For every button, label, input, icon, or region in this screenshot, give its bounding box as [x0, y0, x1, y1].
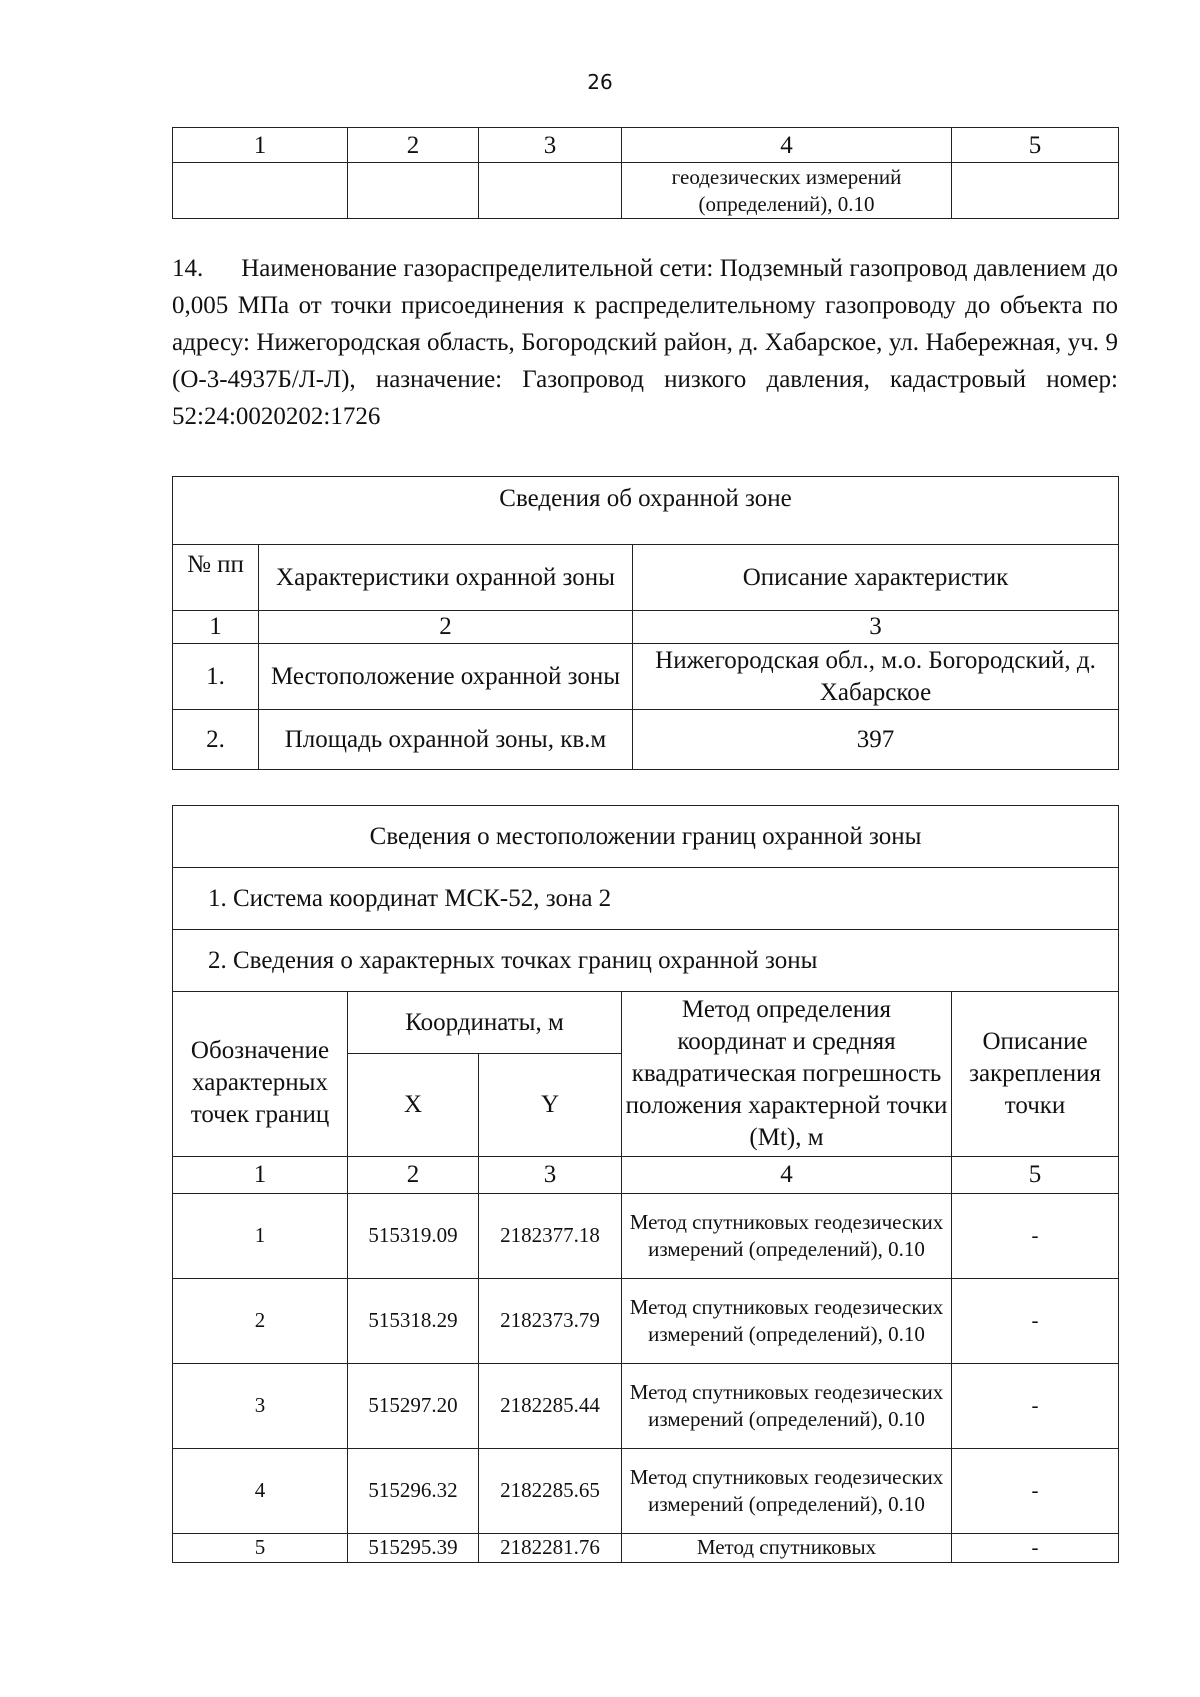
header-fixing: Описание закрепления точки — [952, 992, 1119, 1157]
index-cell: 4 — [622, 1157, 952, 1194]
point-x: 515318.29 — [348, 1279, 479, 1364]
header-cell: № пп — [173, 545, 259, 611]
table-cell: 2. — [173, 710, 259, 770]
table-cell — [952, 163, 1119, 219]
table-cell: 397 — [633, 710, 1119, 770]
table-header-row — [173, 128, 1119, 163]
header-cell: 4 — [622, 128, 952, 163]
table-cell: Местоположение охранной зоны — [259, 644, 633, 710]
header-cell: 3 — [479, 128, 622, 163]
coordinate-system: 1. Система координат МСК-52, зона 2 — [173, 868, 1119, 930]
point-y: 2182285.65 — [479, 1449, 622, 1534]
point-id: 2 — [173, 1279, 348, 1364]
point-id: 1 — [173, 1194, 348, 1279]
point-x: 515295.39 — [348, 1534, 479, 1563]
table-row — [173, 1279, 1119, 1364]
table-cell — [479, 163, 622, 219]
point-method: Метод спутниковых геодезических измерений (определений), 0.10 — [622, 1194, 952, 1279]
table-cell — [348, 163, 479, 219]
point-x: 515319.09 — [348, 1194, 479, 1279]
point-fixing: - — [952, 1449, 1119, 1534]
point-y: 2182285.44 — [479, 1364, 622, 1449]
point-method: Метод спутниковых — [622, 1534, 952, 1563]
continuation-table — [172, 127, 1119, 219]
point-y: 2182373.79 — [479, 1279, 622, 1364]
header-x: X — [348, 1054, 479, 1157]
header-method: Метод определения координат и средняя квадратическая погрешность положения характерной точки (Mt), м — [622, 992, 952, 1157]
point-method: Метод спутниковых геодезических измерений (определений), 0.10 — [622, 1449, 952, 1534]
index-cell: 5 — [952, 1157, 1119, 1194]
point-method: Метод спутниковых геодезических измерений (определений), 0.10 — [622, 1279, 952, 1364]
boundary-coordinates-table — [172, 805, 1119, 1563]
table-row — [173, 1194, 1119, 1279]
point-id: 5 — [173, 1534, 348, 1563]
point-x: 515297.20 — [348, 1364, 479, 1449]
section-paragraph — [172, 250, 1118, 435]
point-method: Метод спутниковых геодезических измерений (определений), 0.10 — [622, 1364, 952, 1449]
index-cell: 1 — [173, 1157, 348, 1194]
table-row — [173, 710, 1119, 770]
header-coordinates: Координаты, м — [348, 992, 622, 1054]
point-fixing: - — [952, 1534, 1119, 1563]
table-cell — [173, 163, 348, 219]
table-row — [173, 1449, 1119, 1534]
section-number: 14. — [172, 255, 204, 282]
table-cell: 1. — [173, 644, 259, 710]
header-cell: 1 — [173, 128, 348, 163]
header-cell: Характеристики охранной зоны — [259, 545, 633, 611]
point-fixing: - — [952, 1194, 1119, 1279]
table-cell: Нижегородская обл., м.о. Богородский, д. Хабарское — [633, 644, 1119, 710]
index-cell: 3 — [479, 1157, 622, 1194]
header-cell: Описание характеристик — [633, 545, 1119, 611]
index-cell: 2 — [348, 1157, 479, 1194]
index-cell: 3 — [633, 611, 1119, 644]
header-cell: 2 — [348, 128, 479, 163]
point-fixing: - — [952, 1364, 1119, 1449]
table-row — [173, 644, 1119, 710]
method-cell: геодезических измерений (определений), 0.10 — [622, 163, 952, 219]
table-title: Сведения об охранной зоне — [173, 477, 1119, 545]
section-text: Наименование газораспределительной сети: Подземный газопровод давлением до 0,005 МПа от точки присоединения к распределительному газопроводу до объекта по адресу: Нижегородская область, Богородский район, д. Хабарское, ул. Набережная, уч. 9 (О-3-4937Б/Л-Л), назначение: Газопровод низкого давления, кадастровый номер: 52:24:0020202:1726 — [172, 255, 1118, 430]
point-fixing: - — [952, 1279, 1119, 1364]
index-cell: 1 — [173, 611, 259, 644]
table-row — [173, 1364, 1119, 1449]
point-y: 2182281.76 — [479, 1534, 622, 1563]
table-title: Сведения о местоположении границ охранной зоны — [173, 806, 1119, 868]
table-row — [173, 163, 1119, 219]
page-number: 26 — [587, 70, 613, 94]
points-title: 2. Сведения о характерных точках границ охранной зоны — [173, 930, 1119, 992]
header-y: Y — [479, 1054, 622, 1157]
point-x: 515296.32 — [348, 1449, 479, 1534]
index-cell: 2 — [259, 611, 633, 644]
point-y: 2182377.18 — [479, 1194, 622, 1279]
header-cell: 5 — [952, 128, 1119, 163]
header-designation: Обозначение характерных точек границ — [173, 992, 348, 1157]
protection-zone-table — [172, 476, 1119, 770]
point-id: 3 — [173, 1364, 348, 1449]
table-cell: Площадь охранной зоны, кв.м — [259, 710, 633, 770]
table-row — [173, 1534, 1119, 1563]
point-id: 4 — [173, 1449, 348, 1534]
